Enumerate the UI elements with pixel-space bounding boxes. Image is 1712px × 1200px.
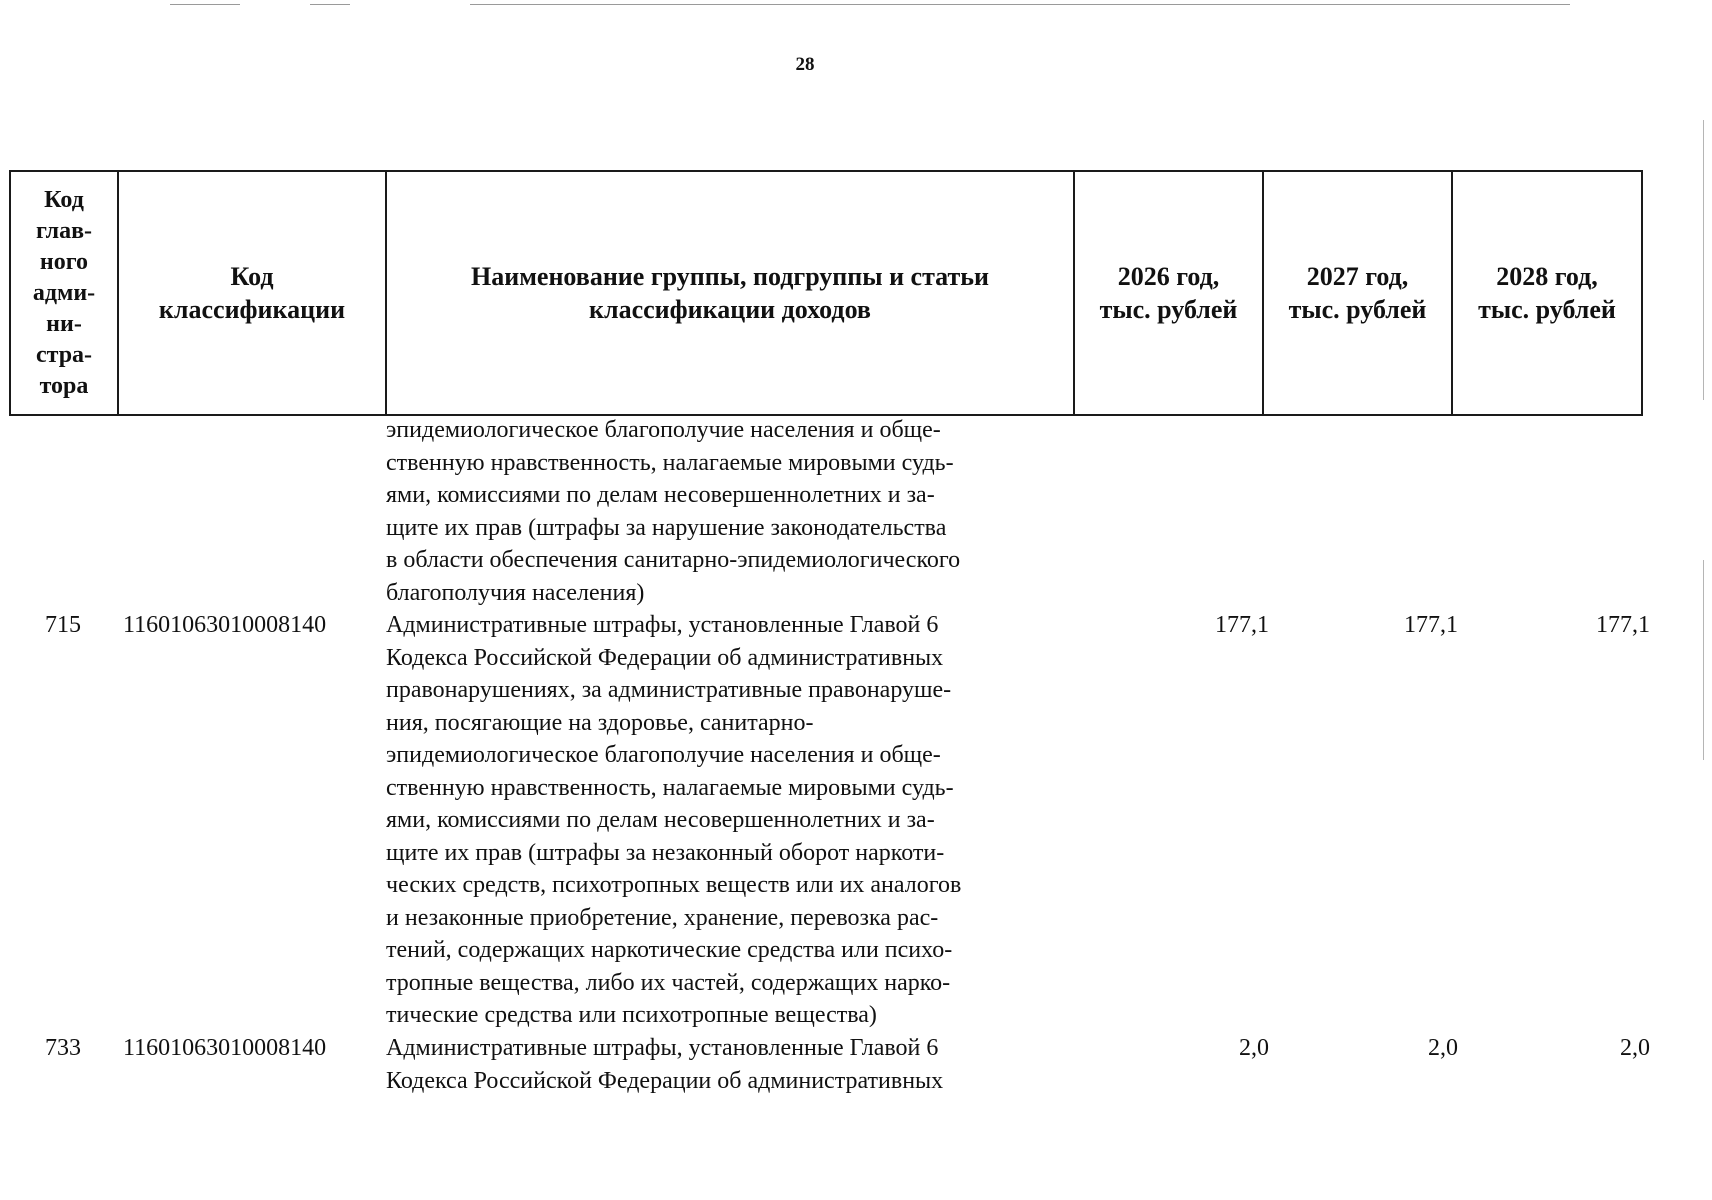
header-line: стра-: [35, 341, 93, 368]
scan-edge-mark: [1703, 560, 1704, 760]
header-admin-code: [10, 171, 118, 415]
name-line: и незаконные приобретение, хранение, перевозка рас-: [386, 904, 939, 931]
name-cell: [386, 414, 1086, 609]
name-line: Кодекса Российской Федерации об административных: [386, 644, 944, 671]
value-2027-cell: 2,0: [1428, 1035, 1458, 1061]
header-line: ного: [39, 248, 89, 275]
value-2026-cell: 177,1: [1215, 612, 1269, 638]
classification-code-cell: 11601063010008140: [123, 612, 327, 638]
name-line: ственную нравственность, налагаемые мировыми судь-: [386, 449, 954, 476]
name-line: Кодекса Российской Федерации об административных: [386, 1067, 944, 1094]
value-2026-cell: 2,0: [1239, 1035, 1269, 1061]
scan-artifact-line: [170, 4, 240, 5]
header-line: тыс. рублей: [1478, 295, 1616, 324]
name-line: ственную нравственность, налагаемые мировыми судь-: [386, 774, 954, 801]
header-line: Код: [44, 186, 84, 213]
name-line: тропные вещества, либо их частей, содержащих нарко-: [386, 969, 951, 996]
value-2028-cell: 177,1: [1596, 612, 1650, 638]
classification-code-cell: 11601063010008140: [123, 1035, 327, 1061]
header-line: тыс. рублей: [1288, 295, 1427, 324]
name-line: щите их прав (штрафы за нарушение законодательства: [386, 514, 947, 541]
name-line: ния, посягающие на здоровье, санитарно-: [386, 709, 814, 736]
header-line: ни-: [46, 310, 82, 337]
name-line: ями, комиссиями по делам несовершеннолетних и за-: [386, 482, 935, 508]
name-line: Административные штрафы, установленные Главой 6: [386, 1035, 939, 1061]
name-line: эпидемиологическое благополучие населения и обще-: [386, 417, 941, 443]
table-header: [9, 170, 1643, 416]
name-line: правонарушениях, за административные правонаруше-: [386, 677, 952, 703]
header-row: [10, 171, 1642, 415]
header-line: 2027 год,: [1306, 262, 1409, 291]
name-line: в области обеспечения санитарно-эпидемиологического: [386, 547, 961, 573]
header-line: Наименование группы, подгруппы и статьи: [470, 262, 990, 291]
scan-edge-mark: [1703, 120, 1704, 400]
header-line: классификации: [158, 295, 346, 324]
header-line: тора: [39, 372, 89, 399]
header-classification-code: [118, 171, 386, 415]
scan-artifact-line: [310, 4, 350, 5]
header-line: Код: [230, 262, 274, 291]
name-line: Административные штрафы, установленные Главой 6: [386, 612, 939, 638]
header-line: тыс. рублей: [1099, 295, 1238, 324]
header-line: адми-: [32, 279, 96, 306]
admin-code-cell: 715: [45, 612, 81, 638]
page-number: 28: [795, 54, 815, 75]
name-line: благополучия населения): [386, 579, 645, 606]
header-year-2027: [1263, 171, 1452, 415]
header-line: 2026 год,: [1117, 262, 1220, 291]
name-cell: [386, 609, 1086, 1032]
value-2028-cell: 2,0: [1620, 1035, 1650, 1061]
name-line: эпидемиологическое благополучие населения и обще-: [386, 742, 941, 768]
header-year-2028: [1452, 171, 1642, 415]
header-name: [386, 171, 1074, 415]
admin-code-cell: 733: [45, 1035, 81, 1061]
name-line: ческих средств, психотропных веществ или их аналогов: [386, 872, 962, 898]
scan-artifact-line: [470, 4, 1570, 5]
name-line: щите их прав (штрафы за незаконный оборот наркоти-: [386, 839, 945, 866]
header-line: классификации доходов: [589, 295, 871, 324]
name-line: ями, комиссиями по делам несовершеннолетних и за-: [386, 807, 935, 833]
header-line: глав-: [35, 217, 93, 244]
header-year-2026: [1074, 171, 1263, 415]
value-2027-cell: 177,1: [1404, 612, 1458, 638]
header-line: 2028 год,: [1496, 262, 1598, 291]
name-line: тические средства или психотропные вещества): [386, 1002, 877, 1028]
name-line: тений, содержащих наркотические средства или психо-: [386, 937, 953, 963]
name-cell: [386, 1032, 1086, 1097]
